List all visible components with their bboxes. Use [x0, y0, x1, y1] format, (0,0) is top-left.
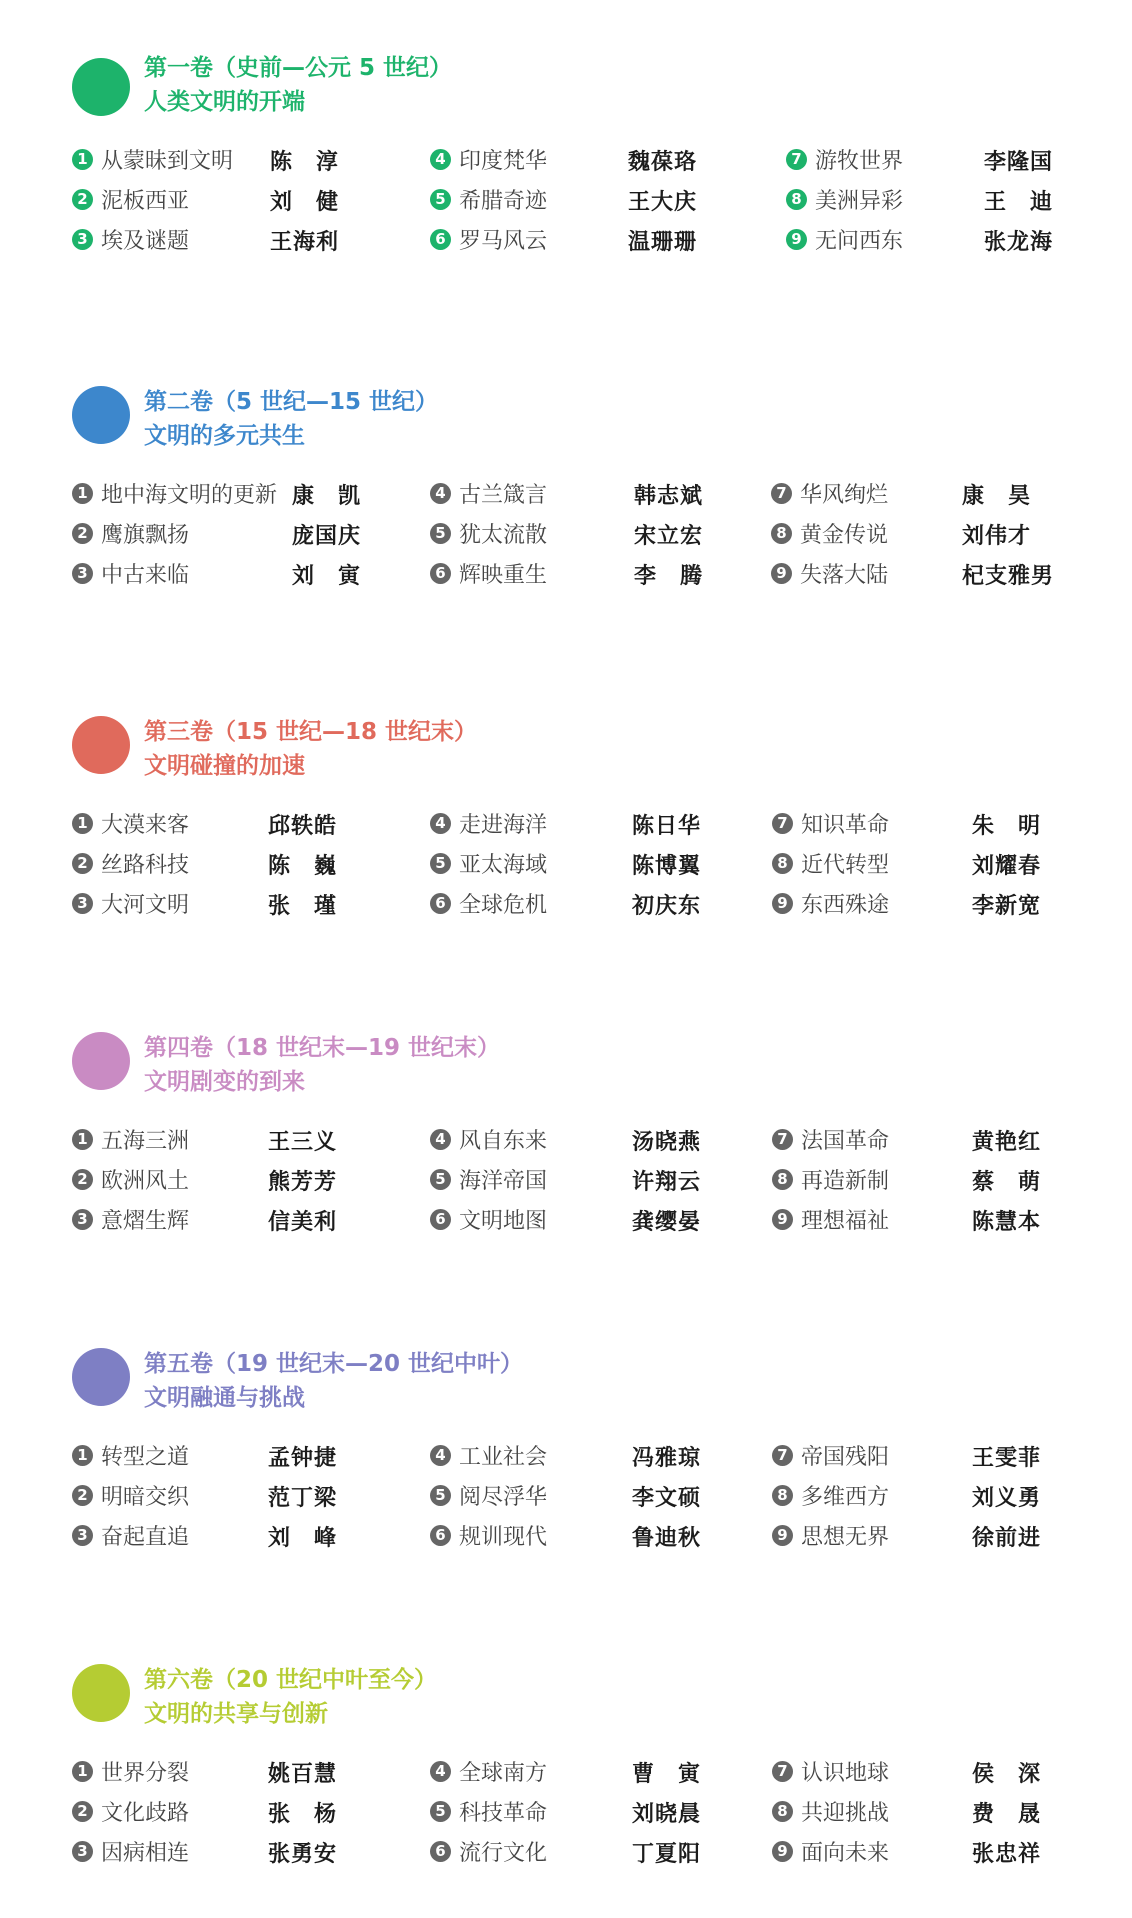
volume-color-dot	[72, 716, 130, 774]
book-author: 信美利	[268, 1210, 338, 1235]
volume-title: 第四卷（18 世纪末—19 世纪末）	[144, 1035, 501, 1061]
book-number-badge: 2	[72, 853, 93, 874]
book-title: 风自东来	[459, 1128, 548, 1154]
book-entry	[771, 515, 888, 551]
book-title: 中古来临	[101, 562, 190, 588]
book-title: 东西殊途	[801, 892, 890, 918]
book-author: 刘耀春	[972, 854, 1042, 879]
book-title: 五海三洲	[101, 1128, 190, 1154]
book-entry	[430, 221, 547, 257]
book-entry	[772, 1121, 889, 1157]
book-number-badge: 5	[430, 853, 451, 874]
book-number-badge: 9	[771, 563, 792, 584]
book-number-badge: 9	[786, 229, 807, 250]
volume-color-dot	[72, 386, 130, 444]
book-title: 鹰旗飘扬	[101, 522, 190, 548]
book-title: 罗马风云	[459, 228, 548, 254]
book-title: 阅尽浮华	[459, 1484, 548, 1510]
volume-color-dot	[72, 1348, 130, 1406]
book-author: 陈博翼	[632, 854, 702, 879]
book-entry	[430, 1201, 547, 1237]
book-entry	[430, 1753, 547, 1789]
book-author: 曹 寅	[632, 1762, 702, 1787]
book-title: 规训现代	[459, 1524, 548, 1550]
volume-color-dot	[72, 1664, 130, 1722]
book-number-badge: 3	[72, 1209, 93, 1230]
book-entry	[430, 1437, 547, 1473]
book-title: 再造新制	[801, 1168, 890, 1194]
book-title: 游牧世界	[815, 148, 904, 174]
book-number-badge: 1	[72, 1129, 93, 1150]
book-entry	[72, 221, 189, 257]
book-author: 张勇安	[268, 1842, 338, 1867]
book-author: 温珊珊	[628, 230, 698, 255]
book-author: 康 昊	[962, 484, 1032, 509]
book-entry	[772, 1201, 889, 1237]
book-title: 犹太流散	[459, 522, 548, 548]
book-number-badge: 4	[430, 1129, 451, 1150]
book-author: 朱 明	[972, 814, 1042, 839]
book-title: 美洲异彩	[815, 188, 904, 214]
book-author: 熊芳芳	[268, 1170, 338, 1195]
book-entry	[772, 1793, 889, 1829]
book-entry	[72, 1437, 189, 1473]
book-title: 埃及谜题	[101, 228, 190, 254]
book-title: 近代转型	[801, 852, 890, 878]
book-number-badge: 6	[430, 1525, 451, 1546]
book-entry	[772, 1437, 889, 1473]
book-entry	[772, 1517, 889, 1553]
book-entry	[72, 515, 189, 551]
volume-title: 第二卷（5 世纪—15 世纪）	[144, 389, 439, 415]
book-number-badge: 7	[772, 1129, 793, 1150]
book-number-badge: 8	[772, 1485, 793, 1506]
book-title: 文明地图	[459, 1208, 548, 1234]
book-title: 世界分裂	[101, 1760, 190, 1786]
book-number-badge: 7	[786, 149, 807, 170]
book-title: 思想无界	[801, 1524, 890, 1550]
book-number-badge: 6	[430, 563, 451, 584]
book-title: 面向未来	[801, 1840, 890, 1866]
book-title: 全球危机	[459, 892, 548, 918]
book-author: 庞国庆	[292, 524, 362, 549]
book-author: 刘 寅	[292, 564, 362, 589]
book-title: 大漠来客	[101, 812, 190, 838]
book-entry	[430, 1121, 547, 1157]
book-entry	[72, 555, 189, 591]
book-author: 蔡 萌	[972, 1170, 1042, 1195]
book-author: 王 迪	[984, 190, 1054, 215]
book-number-badge: 4	[430, 483, 451, 504]
book-entry	[771, 555, 888, 591]
book-author: 龚缨晏	[632, 1210, 702, 1235]
book-entry	[772, 845, 889, 881]
book-number-badge: 3	[72, 563, 93, 584]
book-author: 冯雅琼	[632, 1446, 702, 1471]
book-author: 陈 巍	[268, 854, 338, 879]
book-title: 亚太海域	[459, 852, 548, 878]
book-title: 全球南方	[459, 1760, 548, 1786]
book-entry	[430, 141, 547, 177]
volume-color-dot	[72, 1032, 130, 1090]
book-title: 古兰箴言	[459, 482, 548, 508]
book-number-badge: 2	[72, 1801, 93, 1822]
book-author: 张忠祥	[972, 1842, 1042, 1867]
book-author: 许翔云	[632, 1170, 702, 1195]
volume-color-dot	[72, 58, 130, 116]
book-number-badge: 1	[72, 813, 93, 834]
book-title: 共迎挑战	[801, 1800, 890, 1826]
book-title: 明暗交织	[101, 1484, 190, 1510]
book-author: 刘 峰	[268, 1526, 338, 1551]
book-title: 华风绚烂	[800, 482, 889, 508]
book-author: 刘伟才	[962, 524, 1032, 549]
book-author: 李隆国	[984, 150, 1054, 175]
book-number-badge: 7	[771, 483, 792, 504]
book-entry	[430, 885, 547, 921]
book-entry	[72, 805, 189, 841]
book-number-badge: 7	[772, 813, 793, 834]
book-title: 印度梵华	[459, 148, 548, 174]
book-author: 宋立宏	[634, 524, 704, 549]
book-entry	[430, 1517, 547, 1553]
book-title: 欧洲风土	[101, 1168, 190, 1194]
book-number-badge: 3	[72, 229, 93, 250]
book-entry	[72, 181, 189, 217]
book-title: 奋起直追	[101, 1524, 190, 1550]
book-entry	[430, 181, 547, 217]
book-number-badge: 1	[72, 1761, 93, 1782]
book-title: 大河文明	[101, 892, 190, 918]
book-title: 知识革命	[801, 812, 890, 838]
book-author: 张龙海	[984, 230, 1054, 255]
book-entry	[430, 1161, 547, 1197]
book-entry	[430, 1833, 547, 1869]
volume-title: 第五卷（19 世纪末—20 世纪中叶）	[144, 1351, 524, 1377]
book-author: 李 腾	[634, 564, 704, 589]
book-author: 王三义	[268, 1130, 338, 1155]
book-entry	[772, 1477, 889, 1513]
book-entry	[430, 555, 547, 591]
book-author: 丁夏阳	[632, 1842, 702, 1867]
book-number-badge: 7	[772, 1761, 793, 1782]
book-number-badge: 5	[430, 523, 451, 544]
book-entry	[430, 1477, 547, 1513]
book-author: 刘晓晨	[632, 1802, 702, 1827]
book-title: 从蒙昧到文明	[101, 148, 234, 174]
book-author: 张 瑾	[268, 894, 338, 919]
book-author: 王雯菲	[972, 1446, 1042, 1471]
book-number-badge: 2	[72, 1169, 93, 1190]
book-number-badge: 9	[772, 1841, 793, 1862]
book-title: 文化歧路	[101, 1800, 190, 1826]
book-number-badge: 5	[430, 1485, 451, 1506]
book-author: 康 凯	[292, 484, 362, 509]
book-number-badge: 6	[430, 893, 451, 914]
book-title: 因病相连	[101, 1840, 190, 1866]
book-entry	[430, 1793, 547, 1829]
book-title: 泥板西亚	[101, 188, 190, 214]
book-entry	[72, 1517, 189, 1553]
book-entry	[771, 475, 888, 511]
book-entry	[72, 1477, 189, 1513]
book-title: 海洋帝国	[459, 1168, 548, 1194]
book-title: 地中海文明的更新	[101, 482, 278, 508]
book-entry	[72, 885, 189, 921]
book-number-badge: 1	[72, 1445, 93, 1466]
volume-subtitle: 文明的多元共生	[144, 423, 305, 449]
volume-title: 第三卷（15 世纪—18 世纪末）	[144, 719, 478, 745]
book-author: 邱轶皓	[268, 814, 338, 839]
book-entry	[786, 221, 903, 257]
book-entry	[72, 845, 189, 881]
book-number-badge: 4	[430, 149, 451, 170]
book-number-badge: 4	[430, 1445, 451, 1466]
book-number-badge: 3	[72, 893, 93, 914]
book-title: 法国革命	[801, 1128, 890, 1154]
volume-title: 第一卷（史前—公元 5 世纪）	[144, 55, 453, 81]
book-number-badge: 2	[72, 1485, 93, 1506]
book-author: 李文硕	[632, 1486, 702, 1511]
book-author: 李新宽	[972, 894, 1042, 919]
book-author: 魏葆珞	[628, 150, 698, 175]
book-author: 姚百慧	[268, 1762, 338, 1787]
book-entry	[772, 885, 889, 921]
book-number-badge: 7	[772, 1445, 793, 1466]
book-title: 丝路科技	[101, 852, 190, 878]
book-number-badge: 8	[786, 189, 807, 210]
book-number-badge: 9	[772, 1209, 793, 1230]
book-entry	[72, 1833, 189, 1869]
book-title: 走进海洋	[459, 812, 548, 838]
book-number-badge: 2	[72, 189, 93, 210]
book-number-badge: 4	[430, 813, 451, 834]
book-entry	[72, 475, 277, 511]
book-entry	[772, 1753, 889, 1789]
book-entry	[772, 1833, 889, 1869]
book-number-badge: 5	[430, 1801, 451, 1822]
book-author: 费 晟	[972, 1802, 1042, 1827]
book-author: 侯 深	[972, 1762, 1042, 1787]
book-entry	[430, 845, 547, 881]
book-entry	[430, 805, 547, 841]
book-title: 希腊奇迹	[459, 188, 548, 214]
book-author: 汤晓燕	[632, 1130, 702, 1155]
book-title: 黄金传说	[800, 522, 889, 548]
book-title: 转型之道	[101, 1444, 190, 1470]
book-entry	[72, 1201, 189, 1237]
book-number-badge: 1	[72, 149, 93, 170]
book-title: 多维西方	[801, 1484, 890, 1510]
book-number-badge: 5	[430, 189, 451, 210]
book-author: 韩志斌	[634, 484, 704, 509]
book-title: 科技革命	[459, 1800, 548, 1826]
book-number-badge: 3	[72, 1841, 93, 1862]
book-number-badge: 9	[772, 1525, 793, 1546]
volume-subtitle: 文明剧变的到来	[144, 1069, 305, 1095]
book-title: 认识地球	[801, 1760, 890, 1786]
book-entry	[430, 515, 547, 551]
book-author: 陈 淳	[270, 150, 340, 175]
book-author: 徐前进	[972, 1526, 1042, 1551]
book-author: 范丁梁	[268, 1486, 338, 1511]
book-number-badge: 8	[771, 523, 792, 544]
book-title: 工业社会	[459, 1444, 548, 1470]
book-entry	[772, 805, 889, 841]
volume-subtitle: 文明碰撞的加速	[144, 753, 305, 779]
book-entry	[72, 1793, 189, 1829]
book-author: 王海利	[270, 230, 340, 255]
volume-title: 第六卷（20 世纪中叶至今）	[144, 1667, 438, 1693]
book-entry	[72, 1121, 189, 1157]
book-number-badge: 8	[772, 1801, 793, 1822]
volume-subtitle: 文明融通与挑战	[144, 1385, 305, 1411]
book-author: 陈慧本	[972, 1210, 1042, 1235]
book-author: 初庆东	[632, 894, 702, 919]
book-title: 流行文化	[459, 1840, 548, 1866]
book-title: 帝国残阳	[801, 1444, 890, 1470]
book-author: 孟钟捷	[268, 1446, 338, 1471]
book-number-badge: 2	[72, 523, 93, 544]
volume-subtitle: 文明的共享与创新	[144, 1701, 328, 1727]
book-title: 失落大陆	[800, 562, 889, 588]
book-number-badge: 8	[772, 853, 793, 874]
book-author: 王大庆	[628, 190, 698, 215]
book-entry	[72, 141, 233, 177]
book-entry	[786, 141, 903, 177]
book-title: 无问西东	[815, 228, 904, 254]
book-entry	[786, 181, 903, 217]
book-entry	[72, 1161, 189, 1197]
book-entry	[430, 475, 547, 511]
book-number-badge: 9	[772, 893, 793, 914]
book-author: 鲁迪秋	[632, 1526, 702, 1551]
book-author: 张 杨	[268, 1802, 338, 1827]
book-entry	[772, 1161, 889, 1197]
book-title: 辉映重生	[459, 562, 548, 588]
book-number-badge: 6	[430, 1841, 451, 1862]
book-number-badge: 8	[772, 1169, 793, 1190]
book-number-badge: 6	[430, 1209, 451, 1230]
volume-subtitle: 人类文明的开端	[144, 89, 305, 115]
book-author: 陈日华	[632, 814, 702, 839]
book-number-badge: 1	[72, 483, 93, 504]
book-author: 黄艳红	[972, 1130, 1042, 1155]
book-number-badge: 3	[72, 1525, 93, 1546]
book-title: 意熠生辉	[101, 1208, 190, 1234]
book-author: 刘义勇	[972, 1486, 1042, 1511]
book-number-badge: 5	[430, 1169, 451, 1190]
book-author: 刘 健	[270, 190, 340, 215]
book-author: 杞支雅男	[962, 564, 1055, 589]
book-number-badge: 4	[430, 1761, 451, 1782]
book-title: 理想福祉	[801, 1208, 890, 1234]
book-entry	[72, 1753, 189, 1789]
book-number-badge: 6	[430, 229, 451, 250]
